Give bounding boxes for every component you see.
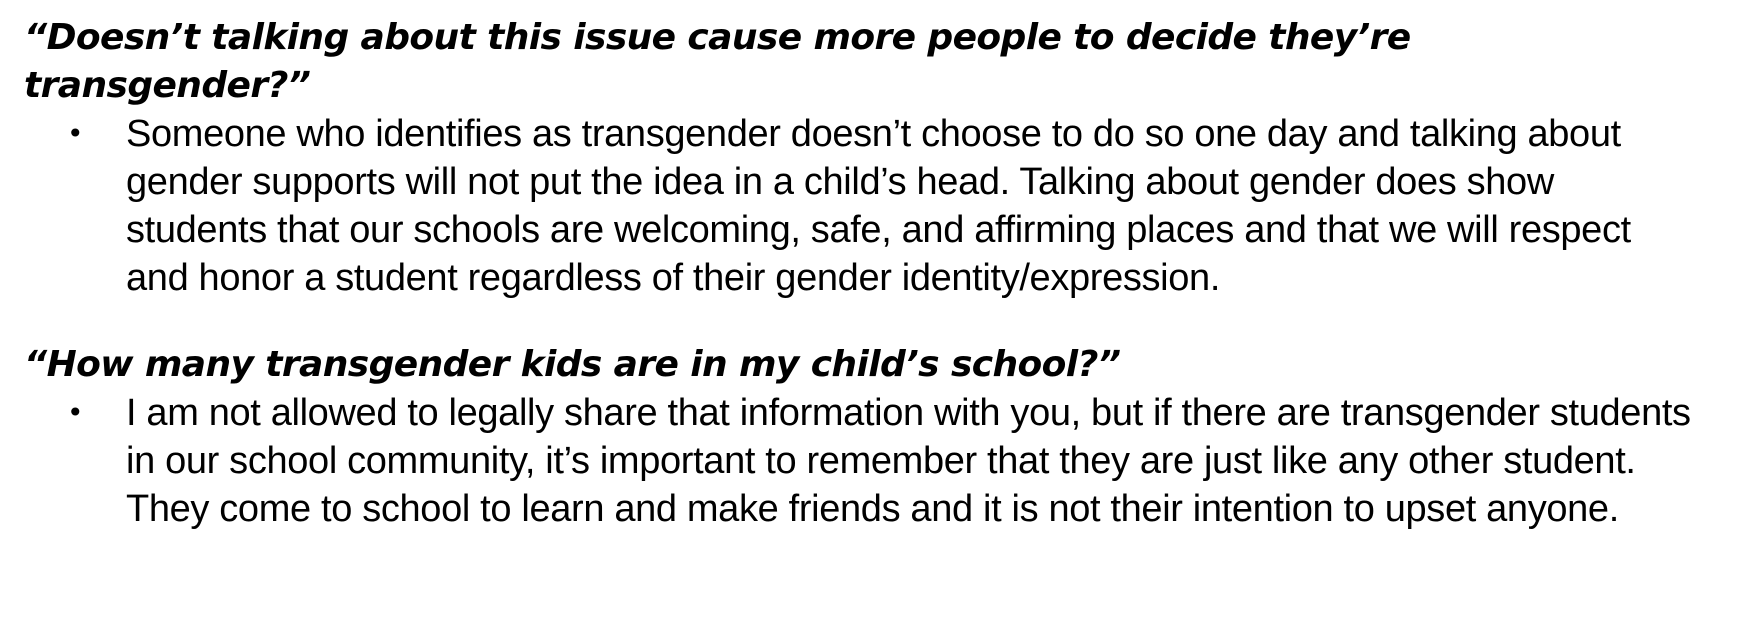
faq-item-2 <box>24 341 1724 533</box>
faq-item-1 <box>24 14 1724 302</box>
document-page <box>24 14 1724 572</box>
bullet-icon: • <box>67 396 84 429</box>
faq-answer-list-1 <box>24 110 1724 302</box>
faq-answer-list-2 <box>24 389 1724 533</box>
faq-question-2: “How many transgender kids are in my child’s school?” <box>24 344 1121 385</box>
faq-answer-item-1 <box>24 110 1724 302</box>
faq-question-1: “Doesn’t talking about this issue cause more people to decide they’re transgender?” <box>24 17 1411 106</box>
bullet-icon: • <box>67 117 84 150</box>
faq-answer-1: Someone who identifies as transgender doesn’t choose to do so one day and talking about gender supports will not put the idea in a child’s head. Talking about gender does show students that our schools are welcoming, safe, and affirming places and that we will respect and honor a student regardless of their gender identity/expression. <box>126 113 1631 299</box>
faq-answer-2: I am not allowed to legally share that information with you, but if there are transgender students in our school community, it’s important to remember that they are just like any other student. They come to school to learn and make friends and it is not their intention to upset anyone. <box>126 392 1691 530</box>
faq-answer-item-2 <box>24 389 1724 533</box>
